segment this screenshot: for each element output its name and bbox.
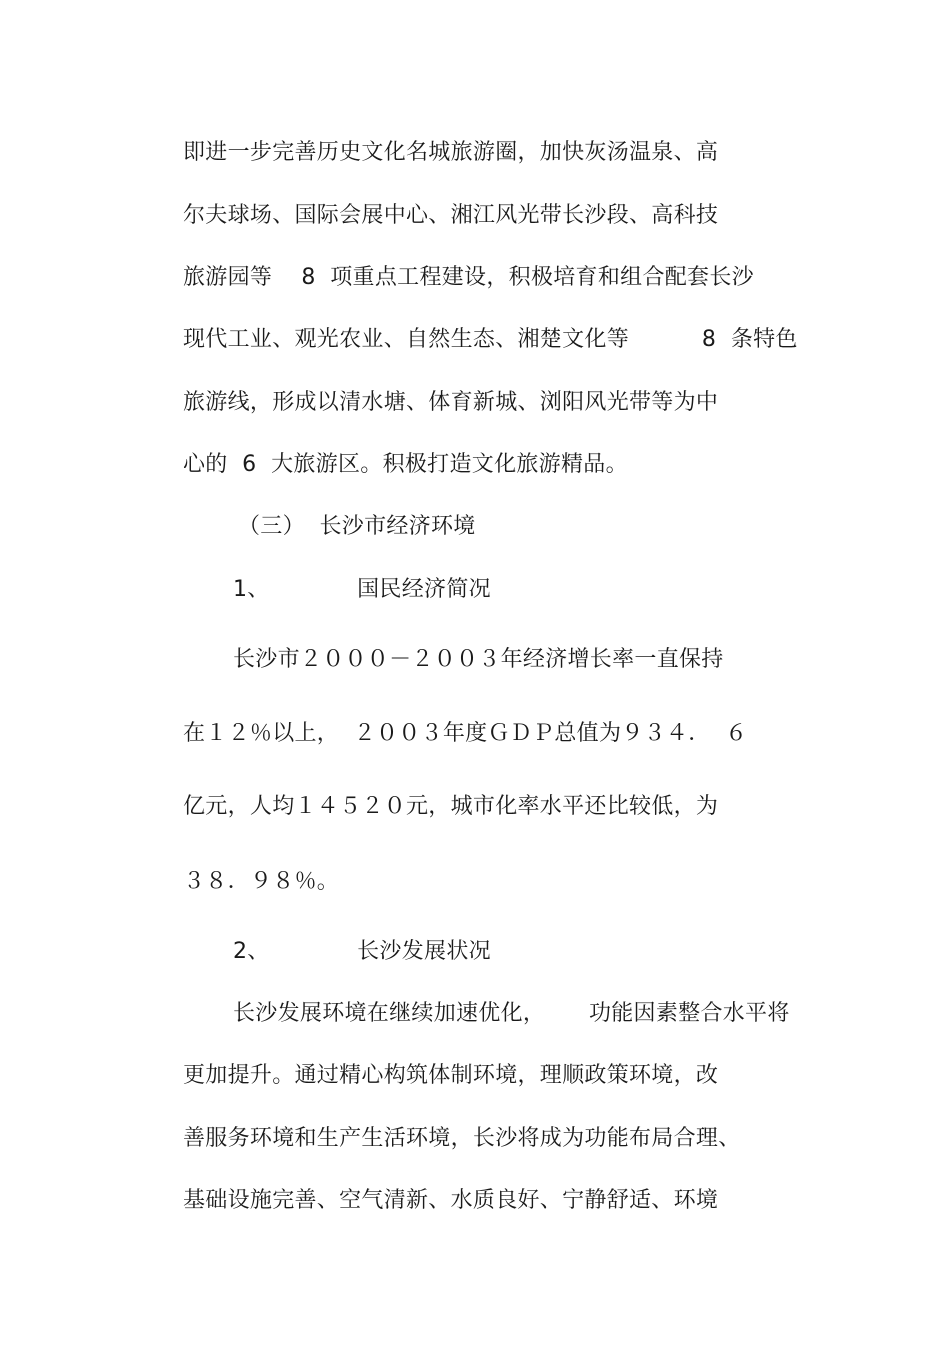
paragraph-line: 心的 6 大旅游区。积极打造文化旅游精品。: [183, 452, 628, 477]
paragraph-line: 尔夫球场、国际会展中心、湘江风光带长沙段、高科技: [183, 203, 719, 228]
paragraph-line: 基础设施完善、空气清新、水质良好、宁静舒适、环境: [183, 1188, 719, 1213]
section-heading: （三） 长沙市经济环境: [238, 514, 476, 539]
paragraph-line: 更加提升。通过精心构筑体制环境，理顺政策环境，改: [183, 1063, 719, 1088]
paragraph-line: 现代工业、观光农业、自然生态、湘楚文化等 8 条特色: [183, 327, 798, 352]
paragraph-line: ３８．９８％。: [183, 869, 340, 894]
paragraph-line: 在１２％以上， ２００３年度ＧＤＰ总值为９３４． ６: [183, 721, 748, 746]
paragraph-line: 长沙发展环境在继续加速优化， 功能因素整合水平将: [233, 1001, 790, 1026]
paragraph-line: 旅游线，形成以清水塘、体育新城、浏阳风光带等为中: [183, 390, 719, 415]
subsection-heading: 1、 国民经济简况: [233, 577, 491, 602]
paragraph-line: 亿元，人均１４５２０元，城市化率水平还比较低，为: [183, 794, 719, 819]
subsection-heading: 2、 长沙发展状况: [233, 939, 491, 964]
paragraph-line: 旅游园等 8 项重点工程建设，积极培育和组合配套长沙: [183, 265, 754, 290]
paragraph-line: 善服务环境和生产生活环境，长沙将成为功能布局合理、: [183, 1126, 741, 1151]
paragraph-line: 长沙市２０００－２００３年经济增长率一直保持: [233, 647, 724, 672]
paragraph-line: 即进一步完善历史文化名城旅游圈，加快灰汤温泉、高: [183, 140, 719, 165]
